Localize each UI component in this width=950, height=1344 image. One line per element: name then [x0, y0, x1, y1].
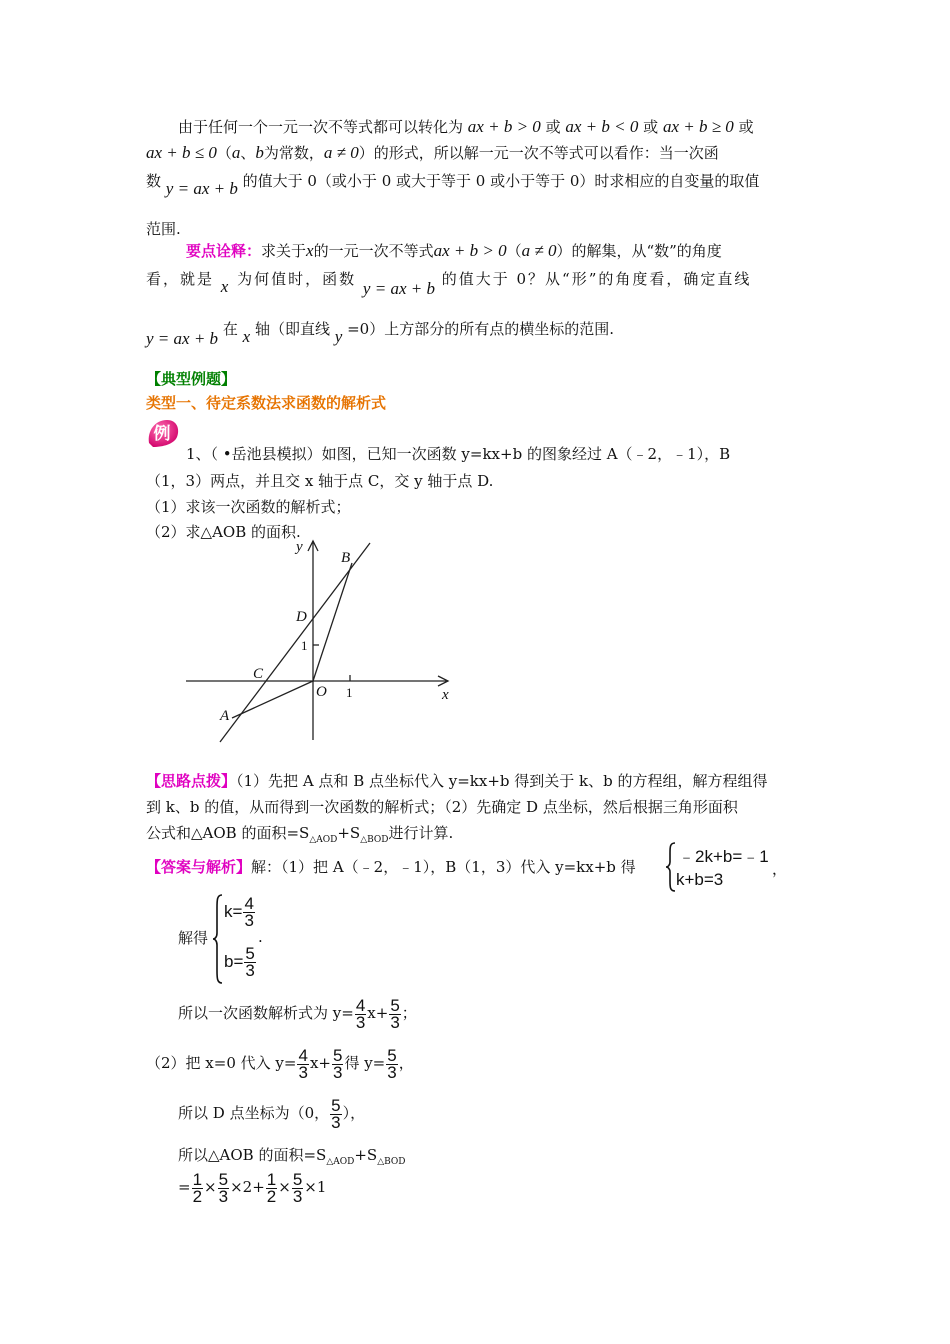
- problem-q2: （2）求△AOB 的面积.: [146, 523, 301, 541]
- x-axis-label: x: [442, 687, 449, 703]
- hint-line-2: 到 k、b 的值，从而得到一次函数的解析式；（2）先确定 D 点坐标，然后根据三角形面积: [146, 798, 738, 816]
- examples-heading: 【典型例题】: [146, 370, 237, 388]
- point-d-label: D: [296, 609, 307, 625]
- point-c-label: C: [253, 666, 264, 682]
- part2-line: （2）把 x=0 代入 y= $\frac{4}{3}$ x+ $\frac{5}{3}$ 得 y= $\frac{5}{3}$ ，: [146, 1045, 414, 1082]
- area-line: 所以△AOB 的面积$=S_{\triangle AOD}+S_{\triangle BOD}$: [178, 1146, 406, 1167]
- equation-comma: ，: [772, 860, 788, 878]
- y-tick-label-1: 1: [301, 638, 308, 653]
- keypoint-label: 要点诠释：: [186, 242, 262, 260]
- equation-1: ﹣2k+b=﹣1: [678, 847, 769, 866]
- badge-text: 例: [153, 424, 171, 444]
- x-tick-label-1: 1: [346, 685, 353, 700]
- b-solution: b= $\frac{5}{3}$: [224, 944, 255, 980]
- segment-oa: [232, 681, 313, 718]
- problem-q1: （1）求该一次函数的解析式；: [146, 498, 351, 516]
- point-a-label: A: [220, 708, 230, 724]
- hint-label: 【思路点拨】: [146, 772, 237, 790]
- area-calculation: = $\frac{1}{2}$ × $\frac{5}{3}$ ×2+ $\frac{1}{2}$ × $\frac{5}{3}$ ×1: [178, 1169, 327, 1206]
- example-badge: [145, 417, 181, 449]
- solve-label: 解得: [178, 929, 209, 947]
- point-b-label: B: [341, 550, 351, 566]
- k-fraction: $\frac{4}{3}$: [244, 894, 254, 930]
- solution-brace: [212, 893, 224, 985]
- solve-period: .: [258, 928, 263, 946]
- intro-line-3: 数 y = ax + b 的值大于 0（或小于 0 或大于等于 0 或小于等于 0）时求相应的自变量的取值: [146, 172, 760, 198]
- answer-line-1: 【答案与解析】解：（1）把 A（﹣2，﹣1），B（1，3）代入 y=kx+b 得: [146, 858, 636, 876]
- point-o-label: O: [316, 684, 327, 700]
- k-solution: k= $\frac{4}{3}$: [224, 894, 254, 930]
- y-axis-label: y: [296, 539, 303, 555]
- intro-line-4: 范围.: [146, 220, 181, 238]
- keypoint-line-1: 要点诠释：求关于x的一元一次不等式ax + b > 0（a ≠ 0）的解集，从“数”的角度: [186, 241, 722, 260]
- answer-label: 【答案与解析】: [146, 858, 252, 876]
- hint-line-1: 【思路点拨】（1）先把 A 点和 B 点坐标代入 y=kx+b 得到关于 k、b 的方程组，解方程组得: [146, 772, 768, 790]
- type1-heading: 类型一、待定系数法求函数的解析式: [146, 394, 387, 412]
- problem-line-1: 1、（ •岳池县模拟）如图，已知一次函数 y=kx+b 的图象经过 A（﹣2，﹣1），B: [186, 445, 731, 463]
- hint-line-3: 公式和△AOB 的面积$=S_{\triangle AOD}+S_{\triangle BOD}$进行计算.: [146, 824, 454, 845]
- keypoint-line-2: 看，就是 x 为何值时，函数 y = ax + b 的值大于 0？从“形”的角度看，确定直线: [146, 270, 752, 298]
- line-ab: [220, 543, 370, 742]
- result-line: 所以一次函数解析式为 y= $\frac{4}{3}$ x+ $\frac{5}{3}$ ；: [178, 995, 417, 1032]
- equation-2: k+b=3: [676, 870, 724, 889]
- function-graph: [180, 535, 460, 745]
- segment-ob: [313, 563, 352, 681]
- intro-line-1: 由于任何一个一元一次不等式都可以转化为 ax + b > 0 或 ax + b < 0 或 ax + b ≥ 0 或: [178, 117, 754, 136]
- intro-line-2: ax + b ≤ 0（a、b为常数，a ≠ 0）的形式，所以解一元一次不等式可以看作：当一次函: [146, 143, 719, 162]
- d-coordinate-line: 所以 D 点坐标为（0， $\frac{5}{3}$ ），: [178, 1095, 366, 1132]
- problem-line-2: （1，3）两点，并且交 x 轴于点 C，交 y 轴于点 D.: [146, 472, 494, 490]
- b-fraction: $\frac{5}{3}$: [245, 944, 255, 980]
- keypoint-line-3: y = ax + b 在 x 轴（即直线 y =0）上方部分的所有点的横坐标的范围.: [146, 320, 614, 348]
